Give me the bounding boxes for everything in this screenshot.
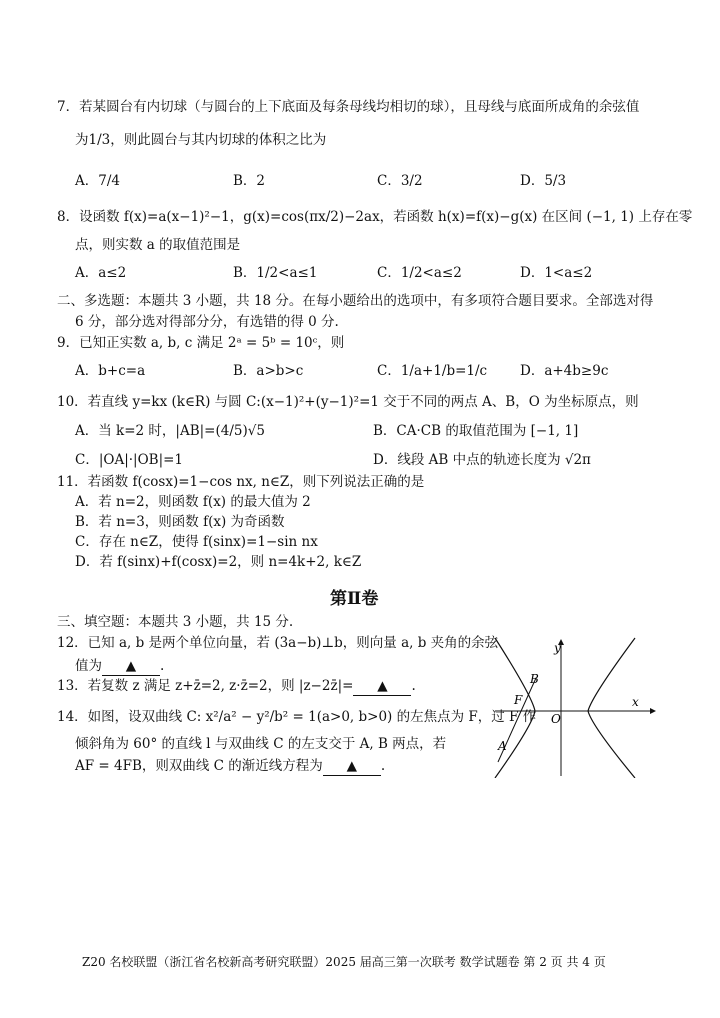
- q7-option-d: D．5/3: [520, 173, 567, 189]
- q8-option-c: C．1/2<a≤2: [377, 265, 462, 281]
- q10-option-b: B．CA·CB 的取值范围为 [−1, 1]: [373, 423, 579, 439]
- q8-stem-line2: 点，则实数 a 的取值范围是: [75, 237, 241, 253]
- q10-option-a: A．当 k=2 时，|AB|=(4/5)√5: [75, 423, 265, 439]
- label-f: F: [514, 693, 523, 707]
- q11-option-c: C．存在 n∈Z，使得 f(sinx)=1−sin nx: [75, 534, 318, 550]
- q8-option-a: A．a≤2: [75, 265, 127, 281]
- q9-option-d: D．a+4b≥9c: [520, 363, 609, 379]
- left-branch: [495, 638, 535, 778]
- page-footer: Z20 名校联盟（浙江省名校新高考研究联盟）2025 届高三第一次联考 数学试题卷 第 2 页 共 4 页: [82, 955, 606, 969]
- label-x: x: [632, 695, 639, 709]
- q7-option-b: B．2: [233, 173, 266, 189]
- q9-option-c: C．1/a+1/b=1/c: [377, 363, 488, 379]
- q7-option-a: A．7/4: [75, 173, 120, 189]
- q14-stem-line3: [75, 757, 385, 776]
- right-branch: [588, 638, 635, 778]
- q14-line3-prefix: AF = 4FB，则双曲线 C 的渐近线方程为: [75, 758, 323, 774]
- q12-stem-line1: 12．已知 a, b 是两个单位向量，若 (3a−b)⊥b，则向量 a, b 夹角的余弦: [57, 635, 499, 651]
- q7-stem-line1: 7．若某圆台有内切球（与圆台的上下底面及每条母线均相切的球），且母线与底面所成角的余弦值: [57, 99, 640, 115]
- q10-option-c: C．|OA|·|OB|=1: [75, 452, 184, 468]
- q10-stem: 10．若直线 y=kx (k∈R) 与圆 C:(x−1)²+(y−1)²=1 交于不同的两点 A、B，O 为坐标原点，则: [57, 394, 639, 410]
- q12-line2-suffix: .: [160, 658, 165, 674]
- q12-answer-blank[interactable]: ▲: [102, 657, 160, 676]
- q14-stem-line1: 14．如图，设双曲线 C: x²/a² − y²/b² = 1(a>0, b>0) 的左焦点为 F，过 F 作: [57, 709, 537, 725]
- q8-option-b: B．1/2<a≤1: [233, 265, 318, 281]
- q12-stem-line2: [75, 657, 164, 676]
- q14-stem-line2: 倾斜角为 60° 的直线 l 与双曲线 C 的左支交于 A, B 两点，若: [75, 736, 447, 752]
- q7-option-c: C．3/2: [377, 173, 423, 189]
- part2-title: 第Ⅱ卷: [330, 589, 379, 609]
- label-b: B: [530, 672, 539, 686]
- label-a: A: [498, 739, 507, 753]
- q14-answer-blank[interactable]: ▲: [323, 757, 381, 776]
- x-axis-arrow: [650, 708, 656, 714]
- q9-stem: 9．已知正实数 a, b, c 满足 2ᵃ = 5ᵇ = 10ᶜ，则: [57, 335, 345, 351]
- q7-stem-line2: 为1/3，则此圆台与其内切球的体积之比为: [75, 132, 327, 148]
- q11-option-d: D．若 f(sinx)+f(cosx)=2，则 n=4k+2, k∈Z: [75, 554, 362, 570]
- q11-option-a: A．若 n=2，则函数 f(x) 的最大值为 2: [75, 494, 311, 510]
- q8-option-d: D．1<a≤2: [520, 265, 593, 281]
- q13-suffix: .: [411, 678, 416, 694]
- section2-header-line2: 6 分，部分选对得部分分，有选错的得 0 分.: [75, 314, 339, 330]
- q13-prefix: 13．若复数 z 满足 z+z̄=2, z·z̄=2，则 |z−2z̄|=: [57, 678, 354, 694]
- hyperbola-figure: [490, 636, 660, 778]
- q9-option-a: A．b+c=a: [75, 363, 146, 379]
- section3-header: 三、填空题：本题共 3 小题，共 15 分.: [57, 614, 294, 630]
- q10-option-d: D．线段 AB 中点的轨迹长度为 √2π: [373, 452, 591, 468]
- q11-option-b: B．若 n=3，则函数 f(x) 为奇函数: [75, 514, 285, 530]
- q13-answer-blank[interactable]: ▲: [353, 677, 411, 696]
- q14-line3-suffix: .: [380, 758, 386, 774]
- q8-stem-line1: 8．设函数 f(x)=a(x−1)²−1，g(x)=cos(πx/2)−2ax，若函数 h(x)=f(x)−g(x) 在区间 (−1, 1) 上存在零: [57, 209, 693, 225]
- label-y: y: [554, 641, 561, 655]
- q12-line2-prefix: 值为: [75, 658, 102, 674]
- label-o: O: [551, 712, 561, 726]
- section2-header-line1: 二、多选题：本题共 3 小题，共 18 分。在每小题给出的选项中，有多项符合题目要求。全部选对得: [57, 293, 654, 309]
- q9-option-b: B．a>b>c: [233, 363, 304, 379]
- q13-stem: [57, 677, 416, 696]
- q11-stem: 11．若函数 f(cosx)=1−cos nx, n∈Z，则下列说法正确的是: [57, 474, 425, 490]
